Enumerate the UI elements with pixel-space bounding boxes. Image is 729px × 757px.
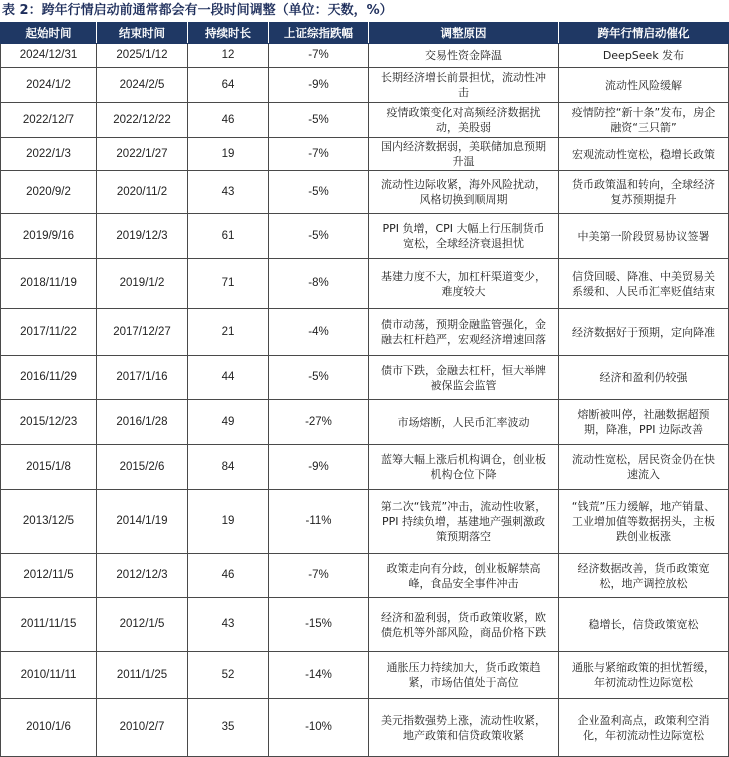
cell-start: 2010/1/6 (1, 699, 97, 757)
cell-catalyst: 信贷回暖、降准、中美贸易关系缓和、人民币汇率贬值结束 (559, 259, 729, 309)
cell-reason: 市场熔断，人民币汇率波动 (369, 400, 559, 445)
cell-drop: -8% (269, 259, 369, 309)
cell-reason: 债市动荡，预期金融监管强化，金融去杠杆趋严，宏观经济增速回落 (369, 309, 559, 356)
cell-duration: 46 (188, 103, 269, 138)
cell-duration: 61 (188, 214, 269, 259)
table-row (1, 138, 729, 171)
cell-duration: 46 (188, 554, 269, 598)
cell-drop: -5% (269, 171, 369, 214)
cell-catalyst: 宏观流动性宽松，稳增长政策 (559, 138, 729, 171)
table-row (1, 309, 729, 356)
cell-start: 2012/11/5 (1, 554, 97, 598)
column-header-drop: 上证综指跌幅 (269, 23, 369, 44)
cell-end: 2012/12/3 (97, 554, 188, 598)
cell-start: 2017/11/22 (1, 309, 97, 356)
table-row (1, 171, 729, 214)
cell-catalyst: 经济和盈利仍较强 (559, 356, 729, 400)
cell-duration: 19 (188, 490, 269, 554)
cell-reason: 蓝筹大幅上涨后机构调仓，创业板机构仓位下降 (369, 445, 559, 490)
cell-catalyst: 稳增长，信贷政策宽松 (559, 598, 729, 652)
cell-end: 2025/1/12 (97, 44, 188, 68)
cell-reason: 第二次“钱荒”冲击，流动性收紧，PPI 持续负增，基建地产强刺激政策预期落空 (369, 490, 559, 554)
cell-reason: 经济和盈利弱，货币政策收紧，欧债危机等外部风险，商品价格下跌 (369, 598, 559, 652)
cell-duration: 35 (188, 699, 269, 757)
cell-catalyst: 熔断被叫停，社融数据超预期，降准，PPI 边际改善 (559, 400, 729, 445)
cell-reason: 美元指数强势上涨，流动性收紧，地产政策和信贷政策收紧 (369, 699, 559, 757)
cell-catalyst: 疫情防控“新十条”发布，房企融资“三只箭” (559, 103, 729, 138)
table-row (1, 214, 729, 259)
table-row (1, 103, 729, 138)
cell-reason: 通胀压力持续加大，货币政策趋紧，市场估值处于高位 (369, 652, 559, 699)
cell-drop: -5% (269, 356, 369, 400)
cell-start: 2013/12/5 (1, 490, 97, 554)
cell-drop: -7% (269, 138, 369, 171)
cell-duration: 52 (188, 652, 269, 699)
adjustment-table (0, 22, 729, 757)
cell-reason: 国内经济数据弱，美联储加息预期升温 (369, 138, 559, 171)
cell-catalyst: 货币政策温和转向，全球经济复苏预期提升 (559, 171, 729, 214)
cell-duration: 21 (188, 309, 269, 356)
cell-drop: -9% (269, 445, 369, 490)
cell-start: 2024/12/31 (1, 44, 97, 68)
cell-reason: 基建力度不大，加杠杆渠道变少，难度较大 (369, 259, 559, 309)
cell-catalyst: 流动性风险缓解 (559, 68, 729, 103)
cell-drop: -10% (269, 699, 369, 757)
cell-drop: -4% (269, 309, 369, 356)
cell-catalyst: “钱荒”压力缓解，地产销量、工业增加值等数据拐头，主板跌创业板涨 (559, 490, 729, 554)
column-header-start: 起始时间 (1, 23, 97, 44)
cell-drop: -9% (269, 68, 369, 103)
cell-end: 2019/12/3 (97, 214, 188, 259)
cell-catalyst: 流动性宽松，居民资金仍在快速流入 (559, 445, 729, 490)
cell-duration: 64 (188, 68, 269, 103)
table-row (1, 44, 729, 68)
cell-reason: 交易性资金降温 (369, 44, 559, 68)
cell-start: 2018/11/19 (1, 259, 97, 309)
table-row (1, 490, 729, 554)
cell-end: 2024/2/5 (97, 68, 188, 103)
table-row (1, 68, 729, 103)
cell-drop: -14% (269, 652, 369, 699)
cell-duration: 12 (188, 44, 269, 68)
cell-end: 2011/1/25 (97, 652, 188, 699)
cell-drop: -27% (269, 400, 369, 445)
cell-duration: 49 (188, 400, 269, 445)
cell-drop: -15% (269, 598, 369, 652)
cell-start: 2010/11/11 (1, 652, 97, 699)
cell-start: 2022/12/7 (1, 103, 97, 138)
table-row (1, 652, 729, 699)
cell-duration: 84 (188, 445, 269, 490)
cell-start: 2019/9/16 (1, 214, 97, 259)
cell-duration: 19 (188, 138, 269, 171)
cell-end: 2022/1/27 (97, 138, 188, 171)
table-row (1, 356, 729, 400)
cell-end: 2017/1/16 (97, 356, 188, 400)
cell-start: 2011/11/15 (1, 598, 97, 652)
column-header-end: 结束时间 (97, 23, 188, 44)
cell-end: 2015/2/6 (97, 445, 188, 490)
cell-catalyst: 通胀与紧缩政策的担忧暂缓，年初流动性边际宽松 (559, 652, 729, 699)
column-header-catalyst: 跨年行情启动催化 (559, 23, 729, 44)
table-row (1, 445, 729, 490)
column-header-reason: 调整原因 (369, 23, 559, 44)
table-title: 表 2：跨年行情启动前通常都会有一段时间调整（单位：天数，%） (2, 3, 393, 18)
cell-start: 2024/1/2 (1, 68, 97, 103)
cell-start: 2015/12/23 (1, 400, 97, 445)
cell-start: 2020/9/2 (1, 171, 97, 214)
table-row (1, 598, 729, 652)
cell-reason: PPI 负增，CPI 大幅上行压制货币宽松，全球经济衰退担忧 (369, 214, 559, 259)
cell-reason: 政策走向有分歧，创业板解禁高峰，食品安全事件冲击 (369, 554, 559, 598)
cell-end: 2019/1/2 (97, 259, 188, 309)
table-row (1, 554, 729, 598)
header-row (1, 23, 729, 44)
cell-reason: 债市下跌，金融去杠杆，恒大举牌被保监会监管 (369, 356, 559, 400)
cell-end: 2022/12/22 (97, 103, 188, 138)
cell-drop: -7% (269, 44, 369, 68)
cell-reason: 长期经济增长前景担忧，流动性冲击 (369, 68, 559, 103)
cell-drop: -5% (269, 103, 369, 138)
cell-catalyst: 经济数据好于预期，定向降准 (559, 309, 729, 356)
table-row (1, 259, 729, 309)
cell-drop: -7% (269, 554, 369, 598)
table-row (1, 400, 729, 445)
cell-duration: 43 (188, 171, 269, 214)
cell-end: 2017/12/27 (97, 309, 188, 356)
cell-reason: 流动性边际收紧，海外风险扰动，风格切换到顺周期 (369, 171, 559, 214)
cell-drop: -11% (269, 490, 369, 554)
cell-duration: 43 (188, 598, 269, 652)
cell-end: 2014/1/19 (97, 490, 188, 554)
cell-drop: -5% (269, 214, 369, 259)
column-header-duration: 持续时长 (188, 23, 269, 44)
cell-end: 2020/11/2 (97, 171, 188, 214)
cell-start: 2022/1/3 (1, 138, 97, 171)
cell-end: 2016/1/28 (97, 400, 188, 445)
cell-start: 2016/11/29 (1, 356, 97, 400)
cell-duration: 44 (188, 356, 269, 400)
table-row (1, 699, 729, 757)
cell-start: 2015/1/8 (1, 445, 97, 490)
cell-catalyst: 经济数据改善，货币政策宽松，地产调控放松 (559, 554, 729, 598)
cell-end: 2012/1/5 (97, 598, 188, 652)
cell-catalyst: 中美第一阶段贸易协议签署 (559, 214, 729, 259)
cell-catalyst: DeepSeek 发布 (559, 44, 729, 68)
cell-reason: 疫情政策变化对高频经济数据扰动，美股弱 (369, 103, 559, 138)
cell-duration: 71 (188, 259, 269, 309)
cell-end: 2010/2/7 (97, 699, 188, 757)
cell-catalyst: 企业盈利高点，政策利空消化，年初流动性边际宽松 (559, 699, 729, 757)
